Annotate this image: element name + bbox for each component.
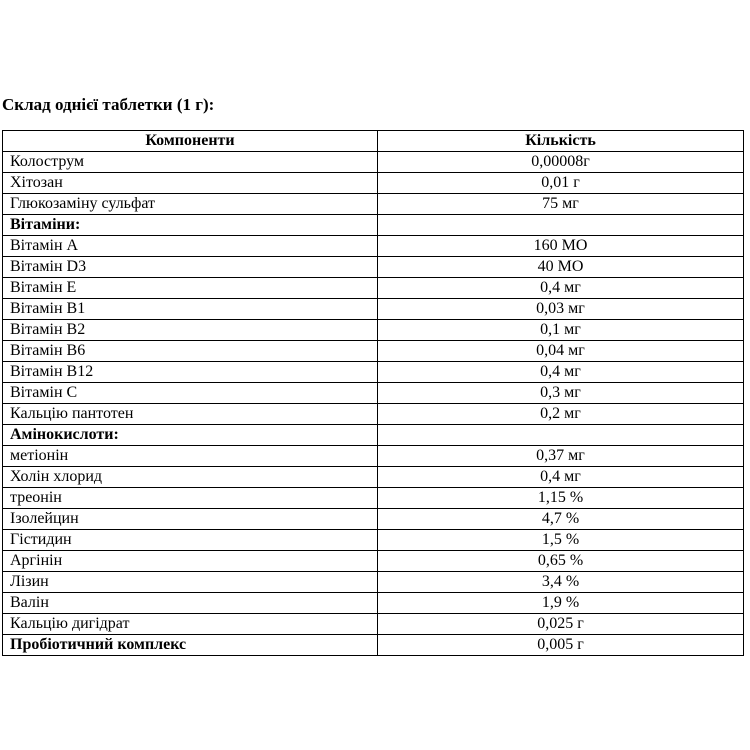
component-quantity: 40 МО	[378, 257, 744, 278]
table-row	[3, 446, 744, 467]
component-quantity: 1,5 %	[378, 530, 744, 551]
table-row	[3, 320, 744, 341]
component-name: Лізин	[3, 572, 378, 593]
table-row	[3, 362, 744, 383]
component-quantity	[378, 425, 744, 446]
table-row	[3, 236, 744, 257]
component-name: Пробіотичний комплекс	[3, 635, 378, 656]
component-name: Вітамін В12	[3, 362, 378, 383]
component-name: Ізолейцин	[3, 509, 378, 530]
component-quantity: 1,9 %	[378, 593, 744, 614]
table-row	[3, 635, 744, 656]
component-name: Вітамін В1	[3, 299, 378, 320]
component-name: Амінокислоти:	[3, 425, 378, 446]
table-row	[3, 404, 744, 425]
component-quantity: 0,1 мг	[378, 320, 744, 341]
table-row	[3, 215, 744, 236]
component-name: Глюкозаміну сульфат	[3, 194, 378, 215]
table-row	[3, 194, 744, 215]
component-name: Холін хлорид	[3, 467, 378, 488]
component-name: Гістидин	[3, 530, 378, 551]
component-name: Вітамін С	[3, 383, 378, 404]
component-quantity: 4,7 %	[378, 509, 744, 530]
component-name: Вітамін Е	[3, 278, 378, 299]
table-row	[3, 257, 744, 278]
component-name: Хітозан	[3, 173, 378, 194]
component-quantity: 0,65 %	[378, 551, 744, 572]
component-quantity: 75 мг	[378, 194, 744, 215]
component-name: Вітамін В6	[3, 341, 378, 362]
component-quantity: 0,4 мг	[378, 362, 744, 383]
document-title: Склад однієї таблетки (1 г):	[2, 95, 215, 114]
table-row	[3, 341, 744, 362]
component-name: Аргінін	[3, 551, 378, 572]
component-quantity: 0,005 г	[378, 635, 744, 656]
component-name: Вітамін D3	[3, 257, 378, 278]
table-row	[3, 530, 744, 551]
component-name: Кальцію дигідрат	[3, 614, 378, 635]
component-name: Валін	[3, 593, 378, 614]
table-header-row	[3, 131, 744, 152]
table-row	[3, 383, 744, 404]
table-row	[3, 278, 744, 299]
component-quantity: 0,4 мг	[378, 278, 744, 299]
table-body	[3, 152, 744, 656]
component-quantity: 0,01 г	[378, 173, 744, 194]
table-row	[3, 299, 744, 320]
component-quantity: 0,025 г	[378, 614, 744, 635]
table-row	[3, 173, 744, 194]
table-row	[3, 425, 744, 446]
table-row	[3, 152, 744, 173]
component-name: Вітаміни:	[3, 215, 378, 236]
table-row	[3, 614, 744, 635]
component-quantity: 0,04 мг	[378, 341, 744, 362]
header-components: Компоненти	[3, 131, 378, 152]
table-row	[3, 488, 744, 509]
table-row	[3, 467, 744, 488]
table-row	[3, 572, 744, 593]
component-name: Кальцію пантотен	[3, 404, 378, 425]
component-quantity: 1,15 %	[378, 488, 744, 509]
table-row	[3, 551, 744, 572]
component-quantity: 0,37 мг	[378, 446, 744, 467]
component-quantity: 160 МО	[378, 236, 744, 257]
table-row	[3, 593, 744, 614]
component-quantity	[378, 215, 744, 236]
component-quantity: 0,2 мг	[378, 404, 744, 425]
component-name: Колострум	[3, 152, 378, 173]
table-row	[3, 509, 744, 530]
component-quantity: 0,00008г	[378, 152, 744, 173]
component-name: Вітамін А	[3, 236, 378, 257]
header-quantity: Кількість	[378, 131, 744, 152]
component-quantity: 3,4 %	[378, 572, 744, 593]
component-name: треонін	[3, 488, 378, 509]
component-name: метіонін	[3, 446, 378, 467]
component-quantity: 0,03 мг	[378, 299, 744, 320]
component-quantity: 0,3 мг	[378, 383, 744, 404]
component-quantity: 0,4 мг	[378, 467, 744, 488]
composition-table	[2, 130, 744, 656]
component-name: Вітамін В2	[3, 320, 378, 341]
